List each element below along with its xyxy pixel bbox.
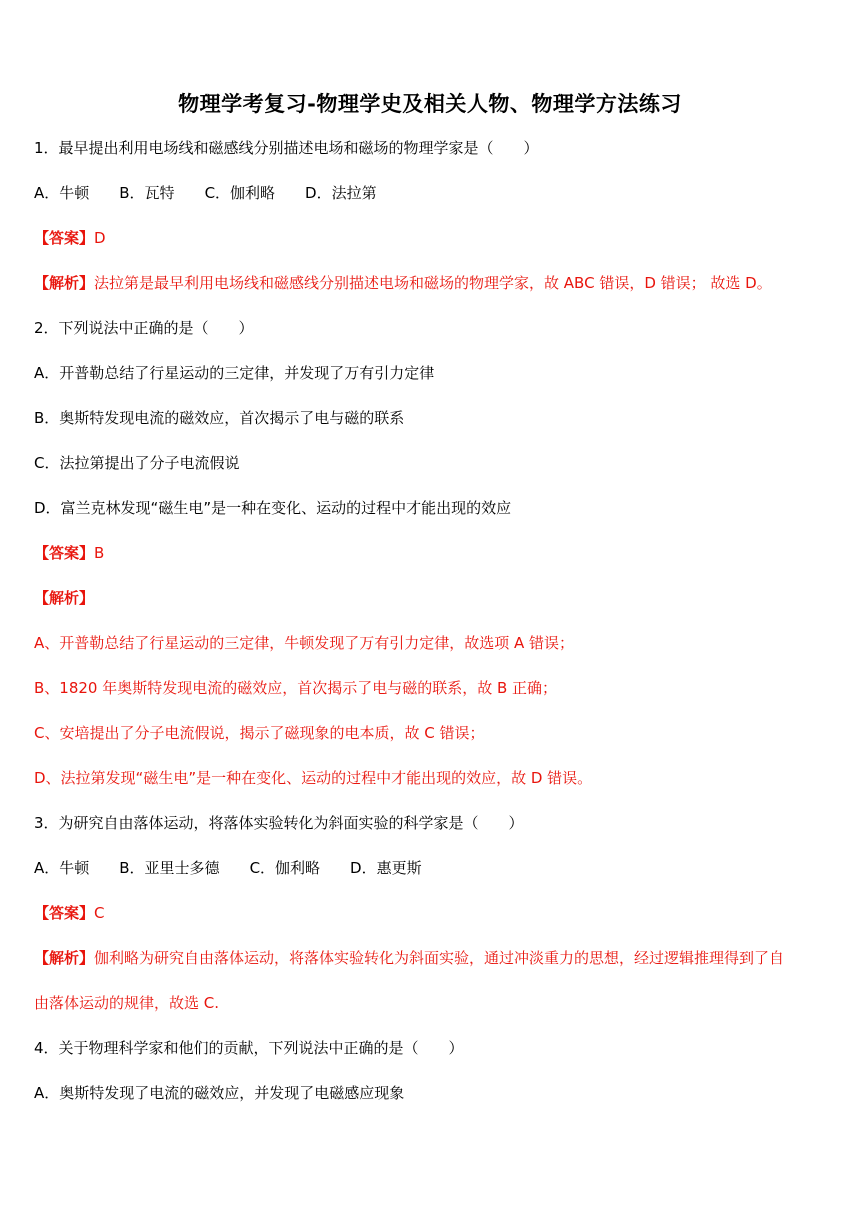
q2-answer-value: B xyxy=(94,544,105,562)
q3-analysis xyxy=(34,947,784,969)
q3-option-a: A．牛顿 xyxy=(34,859,90,877)
q2-stem: 2．下列说法中正确的是（ ） xyxy=(34,319,254,337)
q1-option-b: B．瓦特 xyxy=(119,184,175,202)
q1-options xyxy=(34,182,407,204)
q3-answer-value: C xyxy=(94,904,105,922)
q2-option-c: C．法拉第提出了分子电流假说 xyxy=(34,454,240,472)
q2-exp-d: D、法拉第发现“磁生电”是一种在变化、运动的过程中才能出现的效应，故 D 错误。 xyxy=(34,769,593,787)
q3-analysis-text-1: 伽利略为研究自由落体运动，将落体实验转化为斜面实验，通过冲淡重力的思想，经过逻辑推理得到了自 xyxy=(94,949,785,967)
answer-label: 【答案】 xyxy=(34,904,95,922)
q3-analysis-continued: 由落体运动的规律，故选 C. xyxy=(34,994,220,1012)
analysis-label: 【解析】 xyxy=(34,274,95,292)
q3-answer xyxy=(34,902,105,924)
analysis-label: 【解析】 xyxy=(34,589,95,607)
q1-option-a: A．牛顿 xyxy=(34,184,90,202)
q1-answer xyxy=(34,227,106,249)
q1-analysis xyxy=(34,272,772,294)
q1-option-d: D．法拉第 xyxy=(305,184,377,202)
q2-analysis-heading xyxy=(34,587,94,609)
q2-option-b: B．奥斯特发现电流的磁效应，首次揭示了电与磁的联系 xyxy=(34,409,405,427)
q3-stem: 3．为研究自由落体运动，将落体实验转化为斜面实验的科学家是（ ） xyxy=(34,814,524,832)
q3-option-d: D．惠更斯 xyxy=(350,859,422,877)
q3-options xyxy=(34,857,452,879)
q1-analysis-text: 法拉第是最早利用电场线和磁感线分别描述电场和磁场的物理学家，故 ABC 错误，D 错误； 故选 D。 xyxy=(94,274,772,292)
answer-label: 【答案】 xyxy=(34,544,95,562)
q4-option-a: A．奥斯特发现了电流的磁效应，并发现了电磁感应现象 xyxy=(34,1084,405,1102)
page-title: 物理学考复习-物理学史及相关人物、物理学方法练习 xyxy=(178,92,682,116)
q2-exp-c: C、安培提出了分子电流假说，揭示了磁现象的电本质，故 C 错误； xyxy=(34,724,485,742)
q2-exp-b: B、1820 年奥斯特发现电流的磁效应，首次揭示了电与磁的联系，故 B 正确； xyxy=(34,679,558,697)
q2-option-d: D．富兰克林发现“磁生电”是一种在变化、运动的过程中才能出现的效应 xyxy=(34,499,512,517)
q3-option-c: C．伽利略 xyxy=(249,859,321,877)
q1-stem: 1．最早提出利用电场线和磁感线分别描述电场和磁场的物理学家是（ ） xyxy=(34,139,539,157)
q2-exp-a: A、开普勒总结了行星运动的三定律，牛顿发现了万有引力定律，故选项 A 错误； xyxy=(34,634,575,652)
q2-answer xyxy=(34,542,104,564)
answer-label: 【答案】 xyxy=(34,229,95,247)
analysis-label: 【解析】 xyxy=(34,949,95,967)
q1-answer-value: D xyxy=(94,229,106,247)
q1-option-c: C．伽利略 xyxy=(204,184,276,202)
q2-option-a: A．开普勒总结了行星运动的三定律，并发现了万有引力定律 xyxy=(34,364,435,382)
q3-option-b: B．亚里士多德 xyxy=(119,859,220,877)
q4-stem: 4．关于物理科学家和他们的贡献，下列说法中正确的是（ ） xyxy=(34,1039,464,1057)
